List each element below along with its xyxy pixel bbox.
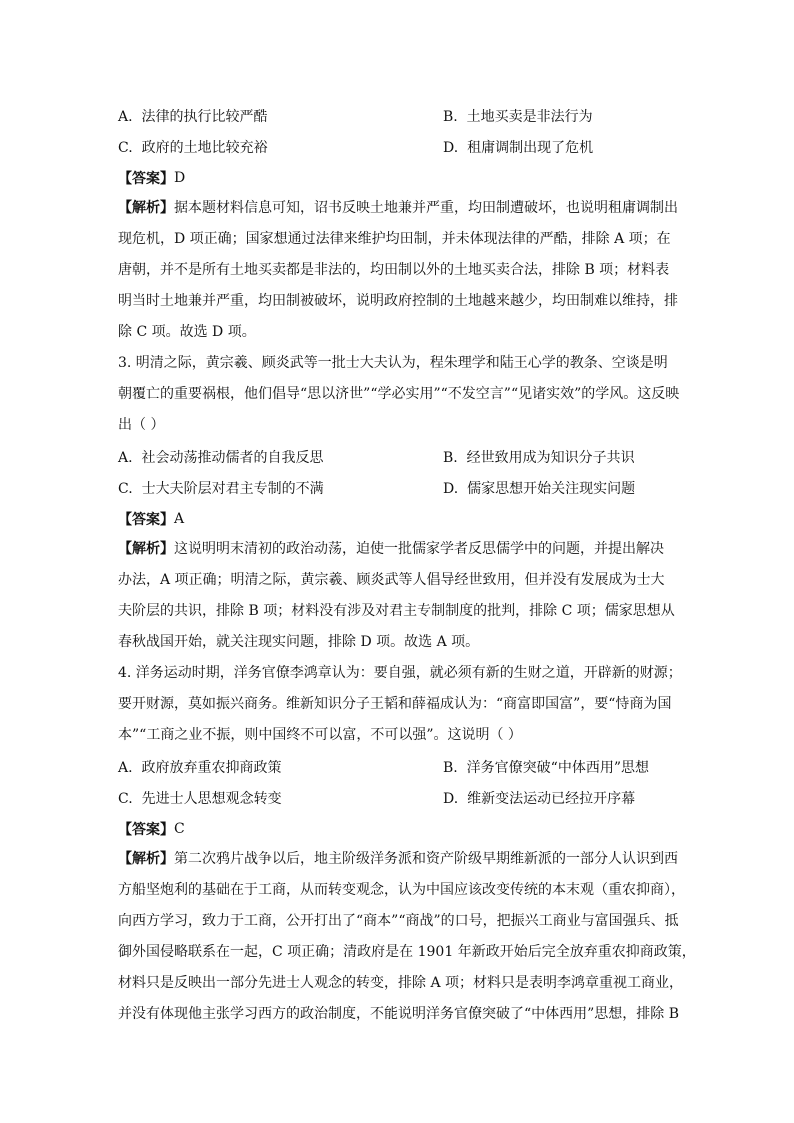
q2-option-d[interactable]: D. 租庸调制出现了危机 xyxy=(443,139,594,156)
q4-options-row-2 xyxy=(118,782,678,813)
q2-analysis: 【解析】据本题材料信息可知，诏书反映土地兼并严重，均田制遭破坏，也说明租庸调制出 现危机，D 项正确；国家想通过法律来维护均田制，并未体现法律的严酷，排除 A 项；在 唐朝，并不是所有土地买卖都是非法的，均田制以外的土地买卖合法，排除 B 项；材料表 明当时土地兼并严重，均田制被破坏，说明政府控制的土地越来越少，均田制难以维持，排 除 C 项。故选 D 项。 xyxy=(118,200,678,340)
q3-answer: 【答案】 A xyxy=(118,510,185,528)
q4-option-a[interactable]: A. 政府放弃重农抑商政策 xyxy=(118,759,282,776)
q4-option-c[interactable]: C. 先进士人思想观念转变 xyxy=(118,790,282,807)
q2-option-a[interactable]: A. 法律的执行比较严酷 xyxy=(118,108,268,125)
q3-options-row-1 xyxy=(118,441,678,472)
document-page xyxy=(118,100,696,1030)
q2-option-b[interactable]: B. 土地买卖是非法行为 xyxy=(443,108,593,125)
q2-options-row-1 xyxy=(118,100,678,131)
q4-stem: 4. 洋务运动时期，洋务官僚李鸿章认为：要自强，就必须有新的生财之道，开辟新的财源； 要开财源，莫如振兴商务。维新知识分子王韬和薛福成认为：“商富即国富”，要“恃商为国 本”“工商之业不振，则中国终不可以富，不可以强”。这说明（ ） xyxy=(118,665,682,743)
q3-option-b[interactable]: B. 经世致用成为知识分子共识 xyxy=(443,449,635,466)
q2-option-c[interactable]: C. 政府的土地比较充裕 xyxy=(118,139,268,156)
q4-option-d[interactable]: D. 维新变法运动已经拉开序幕 xyxy=(443,790,636,807)
q3-options-row-2 xyxy=(118,472,678,503)
q4-analysis: 【解析】第二次鸦片战争以后，地主阶级洋务派和资产阶级早期维新派的一部分人认识到西 方船坚炮利的基础在于工商，从而转变观念，认为中国应该改变传统的本末观（重农抑商）， 向西方学习，致力于工商，公开打出了“商本”“商战”的口号，把振兴工商业与富国强兵、抵 御外国侵略联系在一起，C 项正确；清政府是在 1901 年新政开始后完全放弃重农抑商政策， 材料只是反映出一部分先进士人观念的转变，排除 A 项；材料只是表明李鸿章重视工商业， 并没有体现他主张学习西方的政治制度，不能说明洋务官僚突破了“中体西用”思想，排除 B xyxy=(118,851,696,1022)
q4-option-b[interactable]: B. 洋务官僚突破“中体西用”思想 xyxy=(443,759,649,776)
q4-answer: 【答案】 C xyxy=(118,820,185,838)
q4-options-row-1 xyxy=(118,751,678,782)
q3-analysis: 【解析】这说明明末清初的政治动荡，迫使一批儒家学者反思儒学中的问题，并提出解决 办法，A 项正确；明清之际，黄宗羲、顾炎武等人倡导经世致用，但并没有发展成为士大 夫阶层的共识，排除 B 项；材料没有涉及对君主专制制度的批判，排除 C 项；儒家思想从 春秋战国开始，就关注现实问题，排除 D 项。故选 A 项。 xyxy=(118,541,675,650)
q2-options-row-2 xyxy=(118,131,678,162)
q3-option-d[interactable]: D. 儒家思想开始关注现实问题 xyxy=(443,480,636,497)
q3-stem: 3. 明清之际，黄宗羲、顾炎武等一批士大夫认为，程朱理学和陆王心学的教条、空谈是明 朝覆亡的重要祸根，他们倡导“思以济世”“学必实用”“不发空言”“见诸实效”的学风。这反映 出（ ） xyxy=(118,355,680,433)
q2-answer: 【答案】 D xyxy=(118,169,186,187)
q3-option-a[interactable]: A. 社会动荡推动儒者的自我反思 xyxy=(118,449,324,466)
q3-option-c[interactable]: C. 士大夫阶层对君主专制的不满 xyxy=(118,480,324,497)
